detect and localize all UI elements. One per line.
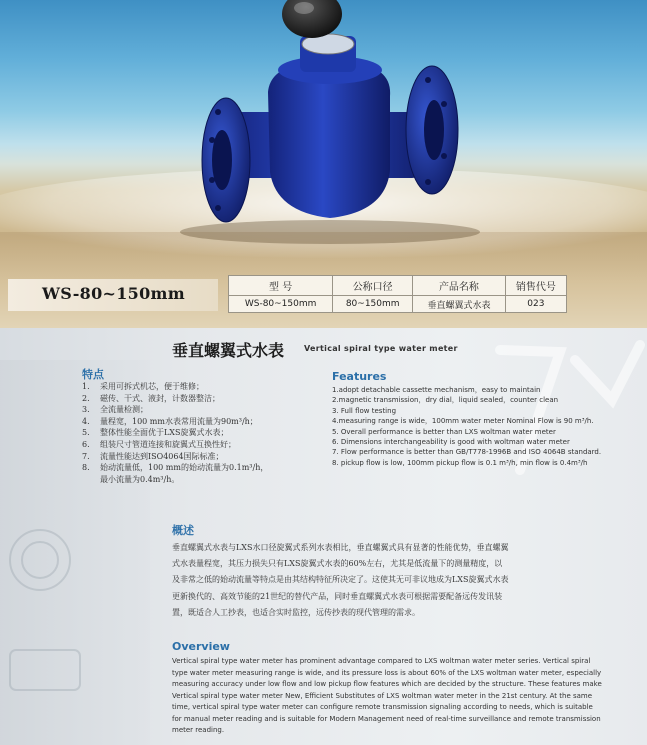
overview-zh-heading: 概述 xyxy=(172,524,194,537)
list-item: 4.measuring range is wide，100mm water meter Nominal Flow is 90 m³/h. xyxy=(332,417,594,426)
list-item: 2.magnetic transmission，dry dial，liquid sealed，counter clean xyxy=(332,396,559,405)
product-title-en: Vertical spiral type water meter xyxy=(304,344,458,353)
list-item: 3. Full flow testing xyxy=(332,406,397,415)
product-title-zh: 垂直螺翼式水表 xyxy=(172,341,285,360)
list-item: 2. 磁传、干式、液封，计数器整洁； xyxy=(82,393,220,403)
features-en-list xyxy=(332,385,642,468)
spec-cell: 垂直螺翼式水表 xyxy=(413,296,506,313)
list-item: 4. 量程宽，100 mm水表常用流量为90m³/h； xyxy=(82,416,258,426)
spec-header-cell: 销售代号 xyxy=(505,276,566,296)
list-item: 1.adopt detachable cassette mechanism，easy to maintain xyxy=(332,386,541,394)
list-item: 7. 流量性能达到ISO4064国际标准； xyxy=(82,451,224,461)
list-item: 3. 全流量检测； xyxy=(82,405,148,415)
spec-cell: 023 xyxy=(505,296,566,313)
list-item: 6. Dimensions interchangeability is good with woltman water meter xyxy=(332,438,570,447)
overview-en-paragraph: Vertical spiral type water meter has prominent advantage compared to LXS woltman water meter series. Vertical spiral type water meter measuring range is wide, and its pressure loss is about 60% of the LXS woltman water meter, especially measuring accuracy under low flow and low pickup flow features which are decided by the structure. These features make Vertical spiral type water meter New, Efficient Substitutes of LXS woltman water meter in the 21st century. At the same time, vertical spiral type water meter can configure remote transmission signaling according to needs, which is suitable for manual meter reading and is suitable for Modern Management need of real-time surveillance and remote transmission meter reading. xyxy=(172,657,602,734)
list-item: 7. Flow performance is better than GB/T778-1996B and ISO 4064B standard. xyxy=(332,448,602,457)
list-item: 5. 整体性能全面优于LXS旋翼式水表； xyxy=(82,428,229,438)
list-item: 6. 组装尺寸管道连接和旋翼式互换性好； xyxy=(82,439,236,449)
list-item: 8. 始动流量低，100 mm的始动流量为0.1m³/h， 最小流量为0.4m³/h。 xyxy=(82,463,269,484)
spec-cell: WS-80~150mm xyxy=(229,296,333,313)
list-item: 5. Overall performance is better than LXS woltman water meter xyxy=(332,427,556,436)
overview-zh-paragraph: 垂直螺翼式水表与LXS水口径旋翼式系列水表相比，垂直螺翼式具有显著的性能优势，垂直螺翼式水表量程宽，其压力损失只有LXS旋翼式水表的60%左右，尤其是低流量下的测量精度，以及非常之低的始动流量等特点是由其结构特征所决定了。这使其无可非议地成为LXS旋翼式水表更新换代的、高效节能的21世纪的替代产品，同时垂直螺翼式水表可根据需要配备远传发讯装置，既适合人工抄表，也适合实时监控，远传抄表的现代管理的需求。 xyxy=(172,543,509,617)
list-item: 1. 采用可拆式机芯，便于维修； xyxy=(82,382,204,391)
model-label-text: WS-80~150mm xyxy=(42,284,185,303)
spec-header-cell: 型 号 xyxy=(229,276,333,296)
features-en-heading: Features xyxy=(332,370,387,383)
features-zh-heading: 特点 xyxy=(82,368,104,381)
spec-header-cell: 公称口径 xyxy=(333,276,413,296)
list-item: 8. pickup flow is low, 100mm pickup flow is 0.1 m³/h, min flow is 0.4m³/h xyxy=(332,458,588,467)
features-zh-list xyxy=(82,381,312,485)
overview-en-heading: Overview xyxy=(172,640,230,653)
spec-cell: 80~150mm xyxy=(333,296,413,313)
spec-header-cell: 产品名称 xyxy=(413,276,506,296)
